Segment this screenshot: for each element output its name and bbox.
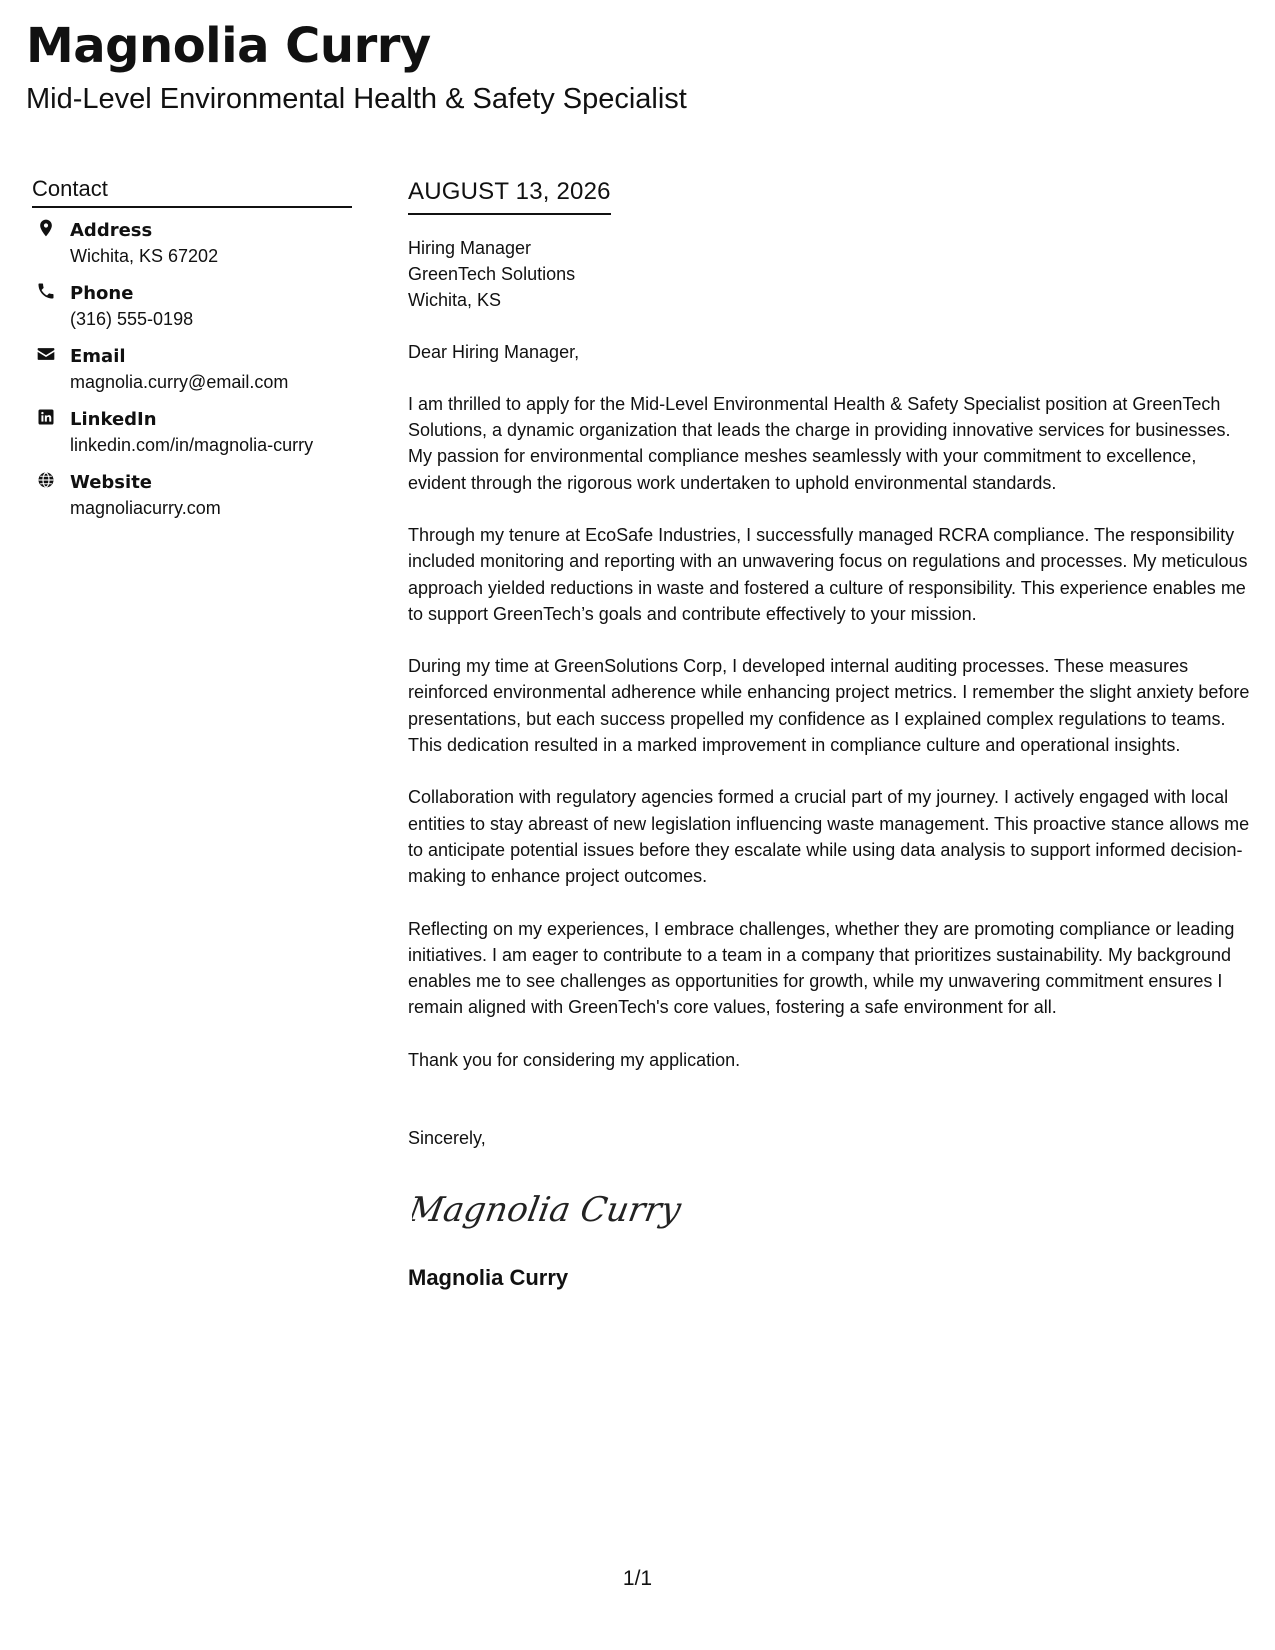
letter-body: [408, 178, 1258, 1291]
globe-icon: [34, 470, 58, 494]
map-pin-icon: [34, 218, 58, 242]
letter-paragraph: Through my tenure at EcoSafe Industries, I successfully managed RCRA compliance. The responsibility included monitoring and reporting with an unwavering focus on regulations and processes. My meticulous approach yielded reductions in waste and fostered a culture of responsibility. This experience enables me to support GreenTech’s goals and contribute effectively to your mission.: [408, 524, 1248, 624]
linkedin-icon: [34, 407, 58, 431]
letter-date: AUGUST 13, 2026: [408, 178, 611, 215]
phone-icon: [34, 281, 58, 305]
contact-item-address: [32, 218, 352, 269]
letter-paragraph: Thank you for considering my application.: [408, 1049, 741, 1070]
address-value: Wichita, KS 67202: [70, 246, 219, 267]
contact-item-email: [32, 344, 352, 395]
recipient-block: [408, 235, 1258, 313]
page-number: 1/1: [622, 1567, 653, 1590]
contact-item-website: [32, 470, 352, 521]
contact-item-phone: [32, 281, 352, 332]
recipient-line: Wichita, KS: [408, 289, 502, 310]
contact-label: Email: [70, 346, 126, 368]
letter-paragraph: Reflecting on my experiences, I embrace challenges, whether they are promoting compliance or leading initiatives. I am eager to contribute to a team in a company that prioritizes sustainability. My background enables me to see challenges as opportunities for growth, while my unwavering commitment ensures I remain aligned with GreenTech's core values, fostering a safe environment for all.: [408, 918, 1235, 1018]
contact-heading: Contact: [32, 176, 352, 208]
contact-item-linkedin: [32, 407, 352, 458]
contact-sidebar: [32, 176, 352, 533]
letter-paragraph: Collaboration with regulatory agencies formed a crucial part of my journey. I actively engaged with local entities to stay abreast of new legislation influencing waste management. This proactive stance allows me to anticipate potential issues before they escalate while using data analysis to support informed decision-making to enhance project outcomes.: [408, 787, 1250, 887]
envelope-icon: [34, 344, 58, 368]
linkedin-value: linkedin.com/in/magnolia-curry: [70, 435, 314, 456]
contact-label: Address: [70, 220, 153, 242]
job-title: Mid-Level Environmental Health & Safety Specialist: [26, 83, 687, 115]
website-value: magnoliacurry.com: [70, 498, 221, 519]
signature-text: Magnolia Curry: [412, 1190, 682, 1230]
signer-name: Magnolia Curry: [408, 1265, 569, 1291]
recipient-line: GreenTech Solutions: [408, 263, 576, 284]
email-value: magnolia.curry@email.com: [70, 372, 289, 393]
contact-label: Website: [70, 472, 153, 494]
salutation: Dear Hiring Manager,: [408, 341, 580, 362]
applicant-name: Magnolia Curry: [26, 18, 431, 74]
phone-value: (316) 555-0198: [70, 309, 194, 330]
letter-paragraph: During my time at GreenSolutions Corp, I developed internal auditing processes. These measures reinforced environmental adherence while enhancing project metrics. I remember the slight anxiety before presentations, but each success propelled my confidence as I explained complex regulations to teams. This dedication resulted in a marked improvement in compliance culture and operational insights.: [408, 656, 1250, 756]
contact-label: Phone: [70, 283, 134, 305]
letter-paragraph: I am thrilled to apply for the Mid-Level Environmental Health & Safety Specialist position at GreenTech Solutions, a dynamic organization that leads the charge in providing innovative services for businesses. My passion for environmental compliance meshes seamlessly with your commitment to excellence, evident through the rigorous work undertaken to uphold environmental standards.: [408, 393, 1231, 493]
closing: Sincerely,: [408, 1128, 486, 1149]
contact-label: LinkedIn: [70, 409, 157, 431]
recipient-line: Hiring Manager: [408, 237, 532, 258]
handwritten-signature: [412, 1181, 682, 1237]
